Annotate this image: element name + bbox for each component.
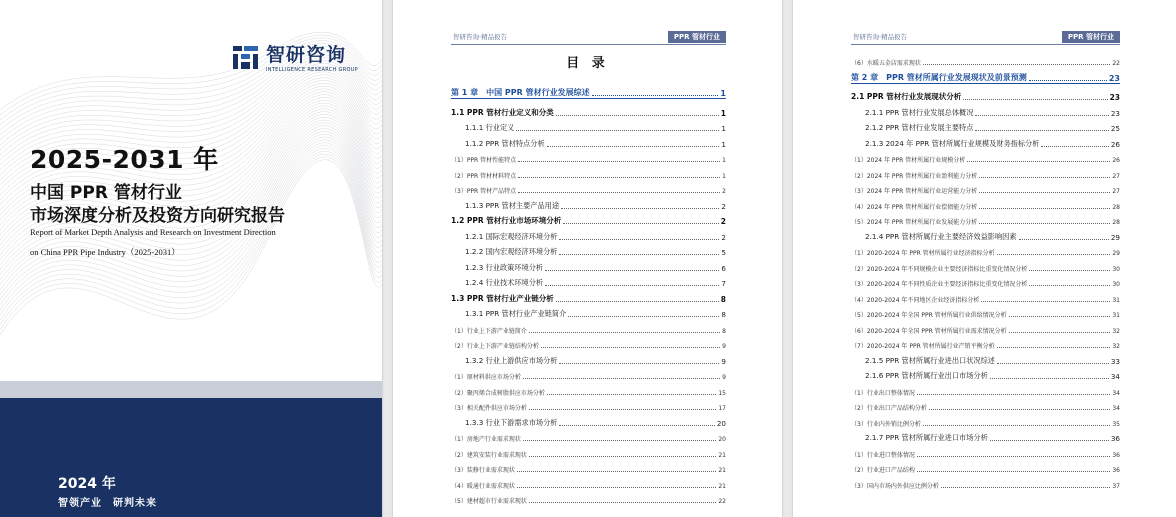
- toc-entry-page: 35: [1112, 420, 1120, 428]
- toc-entry-page: 9: [722, 343, 726, 350]
- toc-dot-leader: [975, 130, 1108, 131]
- toc-entry-text: 第 1 章 中国 PPR 管材行业发展综述: [451, 88, 590, 97]
- toc-dot-leader: [923, 425, 1111, 426]
- toc-dot-leader: [518, 177, 720, 178]
- toc-entry-page: 20: [716, 418, 726, 428]
- toc-entry-text: （5）2020-2024 年全国 PPR 管材所属行业供给情况分析: [851, 312, 1007, 319]
- toc-entry[interactable]: [451, 459, 726, 475]
- toc-entry[interactable]: [851, 226, 1120, 242]
- toc-entry-page: 34: [1112, 405, 1120, 412]
- toc-entry-page: 2: [720, 217, 726, 226]
- toc-list: [851, 51, 1120, 490]
- toc-entry[interactable]: [851, 242, 1120, 258]
- toc-entry-page: 36: [1110, 434, 1120, 443]
- toc-entry-text: （3）2024 年 PPR 管材所属行业运营能力分析: [851, 188, 978, 195]
- toc-entry[interactable]: [851, 459, 1120, 475]
- toc-entry[interactable]: [851, 304, 1120, 320]
- toc-entry-text: （1）行业进口整体情况: [851, 451, 915, 459]
- toc-entry-text: （2）PPR 管材材料特点: [451, 172, 517, 180]
- toc-entry-page: 2: [721, 232, 726, 242]
- toc-entry[interactable]: [451, 474, 726, 490]
- toc-entry-text: （6）水暖五金店需求现状: [851, 59, 921, 67]
- toc-entry-page: 29: [1112, 250, 1120, 257]
- toc-entry[interactable]: [451, 288, 726, 304]
- toc-dot-leader: [967, 161, 1110, 162]
- toc-entry[interactable]: [451, 366, 726, 382]
- toc-entry[interactable]: [851, 180, 1120, 196]
- toc-entry-page: 32: [1112, 327, 1120, 335]
- toc-entry-text: （3）装修行业需求现状: [451, 467, 515, 474]
- toc-dot-leader: [997, 254, 1111, 255]
- toc-entry[interactable]: [851, 273, 1120, 289]
- toc-entry[interactable]: [851, 118, 1120, 134]
- toc-dot-leader: [990, 378, 1109, 379]
- toc-entry[interactable]: [451, 381, 726, 397]
- toc-entry[interactable]: [451, 118, 726, 134]
- toc-entry[interactable]: [851, 288, 1120, 304]
- toc-entry-text: （1）2024 年 PPR 管材所属行业规模分析: [851, 157, 966, 164]
- toc-entry-page: 36: [1112, 451, 1120, 459]
- toc-dot-leader: [1009, 332, 1111, 333]
- toc-entry[interactable]: [851, 397, 1120, 413]
- toc-entry-page: 34: [1112, 389, 1120, 397]
- toc-entry-text: 2.1.3 2024 年 PPR 管材所属行业规模及财务指标分析: [865, 138, 1040, 148]
- toc-entry[interactable]: [451, 350, 726, 366]
- cover-english-title-line2: on China PPR Pipe Industry（2025-2031）: [30, 247, 180, 257]
- toc-dot-leader: [547, 394, 717, 395]
- toc-entry[interactable]: [851, 381, 1120, 397]
- toc-entry-text: 1.1.3 PPR 管材主要产品用途: [465, 200, 560, 210]
- toc-entry-page: 17: [718, 405, 726, 412]
- toc-entry-page: 30: [1112, 265, 1120, 273]
- logo-mark-icon: [232, 44, 260, 72]
- toc-entry-text: （7）2020-2024 年 PPR 管材所属行业产销平衡分析: [851, 343, 995, 350]
- cover-publish-year: 2024 年: [58, 476, 116, 492]
- toc-dot-leader: [1041, 146, 1108, 147]
- toc-entry[interactable]: [851, 67, 1120, 84]
- cover-title-line1: 中国 PPR 管材行业: [30, 183, 182, 203]
- toc-dot-leader: [923, 64, 1111, 65]
- toc-dot-leader: [563, 223, 719, 224]
- header-right-badge: PPR 管材行业: [668, 31, 726, 43]
- toc-dot-leader: [545, 285, 719, 286]
- toc-dot-leader: [556, 301, 719, 302]
- cover-page: [0, 0, 382, 517]
- toc-entry-text: （1）原材料供应市场分析: [451, 374, 521, 381]
- toc-dot-leader: [1029, 80, 1107, 81]
- toc-dot-leader: [518, 161, 720, 162]
- toc-entry-text: 1.1 PPR 管材行业定义和分类: [451, 107, 554, 117]
- toc-dot-leader: [1029, 270, 1110, 271]
- toc-entry-page: 5: [721, 248, 726, 257]
- toc-entry-text: （3）PPR 管材产品特点: [451, 188, 517, 195]
- toc-dot-leader: [917, 471, 1111, 472]
- toc-dot-leader: [559, 239, 719, 240]
- toc-entry[interactable]: [851, 257, 1120, 273]
- toc-entry-page: 1: [720, 108, 726, 118]
- toc-list: [451, 82, 726, 505]
- toc-entry-text: （2）行业上下游产业链结构分析: [451, 343, 539, 350]
- toc-dot-leader: [547, 146, 720, 147]
- toc-dot-leader: [559, 254, 719, 255]
- toc-entry-text: （2）行业出口产品结构分析: [851, 405, 927, 412]
- toc-entry[interactable]: [851, 412, 1120, 428]
- toc-entry-page: 1: [721, 139, 726, 149]
- toc-dot-leader: [529, 332, 720, 333]
- toc-entry-text: 1.1.1 行业定义: [465, 123, 515, 132]
- header-left-text: 智研咨询·精品报告: [453, 33, 508, 41]
- toc-entry-text: （1）行业出口整体情况: [851, 389, 915, 397]
- toc-entry[interactable]: [851, 195, 1120, 211]
- toc-dot-leader: [592, 95, 719, 96]
- toc-entry[interactable]: [451, 149, 726, 165]
- cover-years: 2025-2031 年: [30, 145, 219, 174]
- toc-dot-leader: [529, 409, 717, 410]
- toc-entry-page: 36: [1112, 467, 1120, 474]
- toc-entry[interactable]: [851, 164, 1120, 180]
- toc-dot-leader: [518, 192, 720, 193]
- toc-entry[interactable]: [851, 51, 1120, 67]
- toc-entry-page: 37: [1112, 482, 1120, 490]
- toc-dot-leader: [559, 425, 714, 426]
- toc-entry[interactable]: [451, 133, 726, 149]
- toc-entry-page: 26: [1112, 157, 1120, 164]
- toc-entry-page: 21: [718, 451, 726, 459]
- toc-entry-text: 2.1.7 PPR 管材所属行业进口市场分析: [865, 433, 988, 442]
- toc-entry[interactable]: [451, 335, 726, 351]
- toc-entry-text: （4）2020-2024 年不同地区企业经济指标分析: [851, 296, 980, 304]
- toc-entry-page: 23: [1109, 93, 1120, 102]
- toc-entry-text: 2.1.5 PPR 管材所属行业进出口状况综述: [865, 355, 995, 365]
- toc-entry[interactable]: [451, 443, 726, 459]
- toc-entry-page: 9: [721, 356, 726, 366]
- toc-entry-page: 8: [721, 310, 726, 319]
- toc-entry-text: （2）2024 年 PPR 管材所属行业盈利能力分析: [851, 172, 978, 180]
- toc-entry-text: （1）行业上下游产业链简介: [451, 327, 527, 335]
- toc-entry-text: （2）行业进口产品结构: [851, 467, 915, 474]
- toc-entry[interactable]: [451, 304, 726, 320]
- toc-entry-page: 27: [1112, 172, 1120, 180]
- toc-entry-page: 29: [1110, 232, 1120, 242]
- toc-entry-text: （3）相关配件供应市场分析: [451, 405, 527, 412]
- toc-entry-text: （1）2020-2024 年 PPR 管材所属行业经济指标分析: [851, 250, 995, 257]
- toc-entry-page: 1: [722, 157, 726, 164]
- toc-entry-text: 1.2 PPR 管材行业市场环境分析: [451, 216, 562, 225]
- page-header: [451, 31, 726, 45]
- toc-entry-text: （1）房地产行业需求现状: [451, 436, 521, 443]
- toc-dot-leader: [529, 502, 717, 503]
- page-header: [851, 31, 1120, 45]
- toc-entry-page: 2: [721, 201, 726, 211]
- toc-entry-page: 34: [1110, 372, 1120, 381]
- toc-dot-leader: [997, 363, 1109, 364]
- toc-entry[interactable]: [451, 412, 726, 428]
- toc-entry[interactable]: [851, 350, 1120, 366]
- toc-entry[interactable]: [451, 319, 726, 335]
- toc-entry-page: 22: [1112, 59, 1120, 67]
- toc-entry[interactable]: [451, 195, 726, 211]
- toc-entry-text: （2）聚丙烯合成树脂供应市场分析: [451, 389, 545, 397]
- toc-entry[interactable]: [851, 443, 1120, 459]
- toc-dot-leader: [517, 487, 717, 488]
- toc-entry-page: 33: [1110, 356, 1120, 366]
- toc-entry-text: （3）行业内外销比例分析: [851, 420, 921, 428]
- toc-entry-page: 6: [721, 263, 726, 273]
- header-left-text: 智研咨询·精品报告: [853, 33, 908, 41]
- toc-entry[interactable]: [451, 102, 726, 118]
- toc-entry-text: 2.1.6 PPR 管材所属行业出口市场分析: [865, 371, 988, 380]
- toc-entry[interactable]: [851, 102, 1120, 118]
- toc-entry-page: 1: [720, 89, 726, 98]
- toc-entry[interactable]: [451, 242, 726, 258]
- toc-dot-leader: [1009, 316, 1111, 317]
- toc-entry-page: 15: [718, 389, 726, 397]
- toc-entry[interactable]: [851, 428, 1120, 444]
- toc-entry[interactable]: [851, 335, 1120, 351]
- toc-entry[interactable]: [451, 211, 726, 227]
- toc-dot-leader: [523, 440, 717, 441]
- toc-entry-page: 20: [718, 436, 726, 443]
- cover-band: [0, 381, 382, 398]
- toc-dot-leader: [561, 208, 719, 209]
- toc-dot-leader: [981, 301, 1110, 302]
- toc-dot-leader: [556, 115, 719, 116]
- toc-entry-text: （5）2024 年 PPR 管材所属行业发展能力分析: [851, 219, 978, 226]
- company-logo: [232, 44, 358, 73]
- toc-entry-text: （2）建筑安装行业需求现状: [451, 451, 527, 459]
- toc-dot-leader: [541, 347, 720, 348]
- toc-dot-leader: [941, 487, 1111, 488]
- toc-entry-text: 1.2.2 国内宏观经济环境分析: [465, 247, 558, 256]
- toc-entry-text: 2.1 PPR 管材行业发展现状分析: [851, 92, 962, 101]
- toc-dot-leader: [979, 208, 1110, 209]
- toc-entry[interactable]: [851, 474, 1120, 490]
- cover-title-line2: 市场深度分析及投资方向研究报告: [30, 206, 285, 226]
- logo-name: 智研咨询: [266, 44, 347, 66]
- toc-entry-page: 26: [1110, 139, 1120, 149]
- toc-entry-text: 1.1.2 PPR 管材特点分析: [465, 138, 545, 148]
- toc-entry[interactable]: [451, 257, 726, 273]
- toc-dot-leader: [523, 378, 720, 379]
- toc-entry-text: 1.3 PPR 管材行业产业链分析: [451, 293, 554, 303]
- toc-entry[interactable]: [451, 180, 726, 196]
- logo-english: INTELLIGENCE RESEARCH GROUP: [266, 67, 358, 73]
- toc-entry-text: 2.1.4 PPR 管材所属行业主要经济效益影响因素: [865, 231, 1017, 241]
- toc-page-2: [793, 0, 1176, 517]
- toc-entry-text: 1.2.1 国际宏观经济环境分析: [465, 231, 558, 241]
- toc-entry[interactable]: [451, 397, 726, 413]
- toc-entry-text: （6）2020-2024 年全国 PPR 管材所属行业需求情况分析: [851, 327, 1007, 335]
- toc-entry-page: 27: [1112, 188, 1120, 195]
- toc-entry[interactable]: [451, 428, 726, 444]
- toc-entry-page: 23: [1108, 73, 1120, 83]
- toc-entry-text: 1.3.3 行业下游需求市场分析: [465, 417, 558, 427]
- toc-dot-leader: [1019, 239, 1109, 240]
- toc-entry[interactable]: [851, 149, 1120, 165]
- toc-entry-text: 1.2.3 行业政策环境分析: [465, 262, 544, 272]
- header-right-badge: PPR 管材行业: [1062, 31, 1120, 43]
- toc-dot-leader: [529, 456, 717, 457]
- toc-page-1: [393, 0, 782, 517]
- toc-dot-leader: [997, 347, 1111, 348]
- toc-dot-leader: [545, 270, 719, 271]
- toc-entry-page: 28: [1112, 219, 1120, 226]
- toc-dot-leader: [929, 409, 1111, 410]
- toc-dot-leader: [1029, 285, 1110, 286]
- toc-entry-page: 8: [722, 327, 726, 335]
- toc-entry-page: 21: [718, 482, 726, 490]
- toc-entry-text: （1）PPR 管材性能特点: [451, 157, 517, 164]
- toc-dot-leader: [975, 115, 1108, 116]
- toc-entry-page: 21: [718, 467, 726, 474]
- toc-dot-leader: [990, 440, 1109, 441]
- toc-entry-page: 8: [720, 294, 726, 304]
- toc-entry-text: （4）暖通行业需求现状: [451, 482, 515, 490]
- toc-entry-text: （4）2024 年 PPR 管材所属行业偿债能力分析: [851, 203, 978, 211]
- toc-entry[interactable]: [451, 273, 726, 289]
- toc-entry-text: 第 2 章 PPR 管材所属行业发展现状及前景预测: [851, 72, 1027, 82]
- toc-dot-leader: [979, 177, 1110, 178]
- toc-entry-text: 1.2.4 行业技术环境分析: [465, 278, 544, 287]
- toc-dot-leader: [516, 130, 719, 131]
- toc-entry-page: 9: [722, 374, 726, 381]
- toc-entry-page: 7: [721, 279, 726, 288]
- toc-entry-page: 32: [1112, 343, 1120, 350]
- toc-entry-text: 1.3.2 行业上游供应市场分析: [465, 355, 558, 365]
- cover-english-title-line1: Report of Market Depth Analysis and Research on Investment Direction: [30, 227, 276, 237]
- toc-entry-page: 22: [718, 498, 726, 505]
- toc-dot-leader: [517, 471, 717, 472]
- toc-entry-page: 30: [1112, 281, 1120, 288]
- toc-entry-text: 2.1.2 PPR 管材行业发展主要特点: [865, 123, 974, 132]
- toc-dot-leader: [917, 456, 1111, 457]
- toc-dot-leader: [963, 99, 1107, 100]
- toc-entry-text: 2.1.1 PPR 管材行业发展总体概况: [865, 107, 974, 117]
- cover-slogan: 智领产业 研判未来: [58, 498, 157, 509]
- toc-dot-leader: [568, 316, 719, 317]
- toc-entry-text: （2）2020-2024 年不同规模企业主要经济指标比重变化情况分析: [851, 265, 1028, 273]
- toc-dot-leader: [979, 192, 1110, 193]
- toc-entry[interactable]: [851, 87, 1120, 103]
- toc-entry[interactable]: [851, 211, 1120, 227]
- toc-entry-page: 1: [722, 172, 726, 180]
- toc-entry-page: 31: [1112, 312, 1120, 319]
- toc-dot-leader: [559, 363, 719, 364]
- toc-title: 目 录: [566, 56, 609, 71]
- toc-entry-page: 2: [722, 188, 726, 195]
- toc-entry-text: 1.3.1 PPR 管材行业产业链简介: [465, 309, 567, 318]
- toc-dot-leader: [979, 223, 1110, 224]
- toc-entry-page: 1: [721, 124, 726, 133]
- toc-dot-leader: [917, 394, 1111, 395]
- toc-entry-page: 25: [1110, 124, 1120, 133]
- toc-entry-text: （5）建材超市行业需求现状: [451, 498, 527, 505]
- toc-entry[interactable]: [451, 490, 726, 506]
- toc-entry[interactable]: [451, 82, 726, 99]
- toc-entry-page: 31: [1112, 296, 1120, 304]
- toc-entry[interactable]: [851, 133, 1120, 149]
- toc-entry-page: 28: [1112, 203, 1120, 211]
- toc-entry[interactable]: [851, 319, 1120, 335]
- toc-entry-page: 23: [1110, 108, 1120, 118]
- toc-entry-text: （3）2020-2024 年不同性质企业主要经济指标比重变化情况分析: [851, 281, 1028, 288]
- toc-entry-text: （3）国内市场内外供应比例分析: [851, 482, 939, 490]
- toc-entry[interactable]: [451, 226, 726, 242]
- toc-entry[interactable]: [851, 366, 1120, 382]
- toc-entry[interactable]: [451, 164, 726, 180]
